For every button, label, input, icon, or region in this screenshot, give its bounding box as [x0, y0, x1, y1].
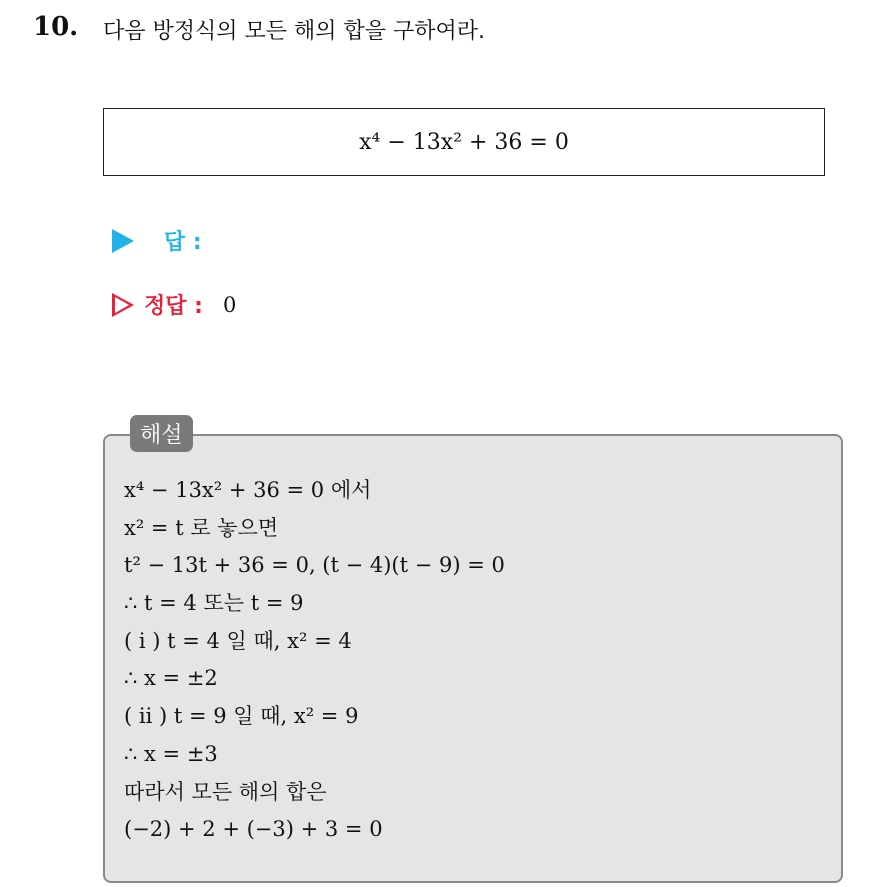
triangle-icon [112, 229, 134, 253]
correct-answer-value: 0 [222, 292, 237, 317]
question-number: 10. [33, 12, 79, 42]
correct-answer-row [112, 289, 236, 320]
equation-box [103, 108, 825, 176]
solution-line: x⁴ − 13x² + 36 = 0 에서 [124, 478, 372, 502]
equation: x⁴ − 13x² + 36 = 0 [359, 129, 569, 155]
solution-line: ∴ x = ±3 [124, 741, 218, 766]
solution-line: ∴ t = 4 또는 t = 9 [124, 591, 304, 616]
triangle-outline-icon [112, 293, 134, 317]
solution-line: (−2) + 2 + (−3) + 3 = 0 [124, 817, 383, 842]
solution-line: ( i ) t = 4 일 때, x² = 4 [124, 628, 352, 653]
answer-label: 답 : [164, 230, 202, 255]
answer-row [112, 225, 202, 256]
solution-tag: 해설 [130, 415, 193, 452]
solution-line: t² − 13t + 36 = 0, (t − 4)(t − 9) = 0 [124, 553, 505, 578]
solution-line: x² = t 로 놓으면 [124, 515, 279, 540]
solution-lines [124, 472, 505, 849]
solution-line: ∴ x = ±2 [124, 666, 218, 691]
question-text: 다음 방정식의 모든 해의 합을 구하여라. [103, 19, 485, 44]
solution-line: ( ii ) t = 9 일 때, x² = 9 [124, 704, 359, 729]
correct-answer-label: 정답 : [144, 294, 203, 319]
solution-line: 따라서 모든 해의 합은 [124, 779, 327, 804]
